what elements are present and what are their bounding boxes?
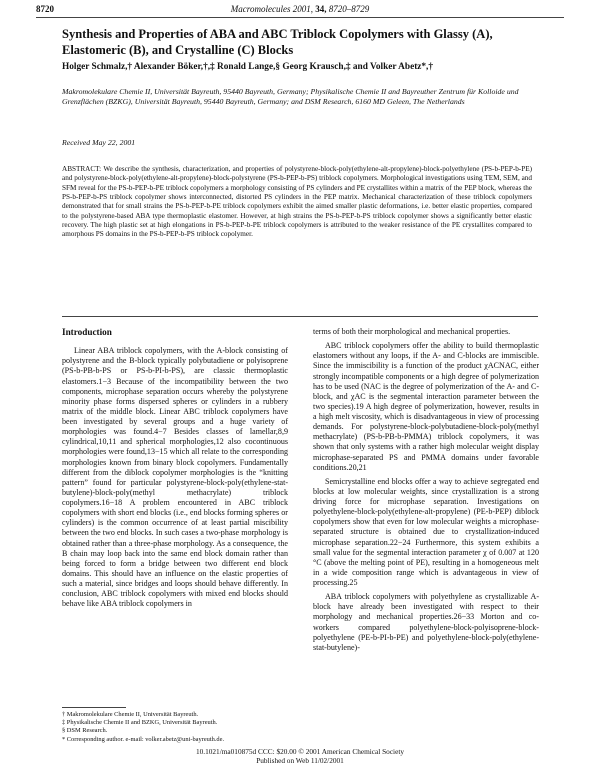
intro-paragraph-1: Linear ABA triblock copolymers, with the A-block consisting of polystyrene and the B-block typically polybutadiene or polyisoprene (PS-b-PB-b-PS or PS-b-PI-b-PS), are classic thermoplastic elastomers.1−3 Because of the incompatibility between the two components, microphase separation occurs whereby the polystyrene minority phase forms dispersed spheres or cylinders in a rubbery matrix of the middle block. Linear ABC triblock copolymers have been investigated by several groups and a huge variety of morphologies was found.4−7 Besides classes of lamellar,8,9 cylindrical,10,11 and spherical morphologies,12 also cocontinuous morphologies were found,13−15 which all relate to the corresponding morphologies known from binary block copolymers. Fundamentally different from the diblock copolymer morphologies is the “knitting pattern” found for particular polystyrene-block-poly(ethylene-stat-butylene)-block-poly(methyl methacrylate) triblock copolymers.16−18 A problem encountered in ABC triblock copolymers with short end blocks (i.e., end blocks forming spheres or cylinders) is the common occurrence of at least partial miscibility between the two end blocks. In such cases a two-phase morphology is obtained rather than a three-phase morphology. As a consequence, the B chain may loop back into the same end block domain rather than being forced to form a bridge between two different end block domains. This should have an influence on the elastic properties of such a material, since bridges and loops should behave differently. In conclusion, ABC triblock copolymers with mixed end blocks should behave like ABA triblock copolymers in	[62, 346, 288, 609]
header-rule	[36, 17, 564, 18]
intro-paragraph-2: ABC triblock copolymers offer the ability to build thermoplastic elastomers without any loops, if the A- and C-blocks are immiscible. Since the immiscibility is a function of the product χACNAC, either strongly incompatible components or a high degree of polymerization has to be used (NAC is the degree of polymerization of the A- and C-block, and χAC is the segmental interaction parameter between the two species).19 A high degree of polymerization, however, results in a high melt viscosity, which is disadvantageous in view of processing demands. For polystyrene-block-polybutadiene-block-poly(methyl methacrylate) (PS-b-PB-b-PMMA) triblock copolymers, it was shown that only systems with a rather high molecular weight display microphase-separated PS and PMMA domains under favorable conditions.20,21	[313, 341, 539, 472]
footnote-affiliation-3: § DSM Research.	[62, 727, 108, 735]
page-footer	[0, 747, 600, 765]
journal-citation	[36, 4, 564, 14]
page-number: 8720	[36, 4, 54, 14]
footnotes	[62, 711, 288, 744]
journal-volume: 34,	[315, 4, 327, 14]
right-column	[313, 327, 539, 653]
doi-line: 10.1021/ma010875d CCC: $20.00 © 2001 American Chemical Society	[195, 747, 404, 756]
intro-paragraph-4: ABA triblock copolymers with polyethylene as crystallizable A-block have already been investigated with respect to their morphology and mechanical properties.26−33 Morton and co-workers compared polyethylene-block-polyisoprene-block-polyethylene (PE-b-PI-b-PE) and polyethylene-block-poly(ethylene-stat-butylene)-	[313, 592, 539, 652]
left-column	[62, 327, 288, 609]
received-date: Received May 22, 2001	[62, 138, 136, 147]
footnote-rule	[62, 707, 126, 708]
article-title: Synthesis and Properties of ABA and ABC Triblock Copolymers with Glassy (A), Elastomeric (B), and Crystalline (C) Blocks	[62, 27, 493, 57]
journal-pages: 8720–8729	[328, 4, 370, 14]
affiliations: Makromolekulare Chemie II, Universität Bayreuth, 95440 Bayreuth, Germany; Physikalische Chemie II and Bayreuther Zentrum für Kolloide und Grenzflächen (BZKG), Universität Bayreuth, 95440 Bayreuth, Germany; and DSM Research, 6160 MD Geleen, The Netherlands	[62, 87, 519, 106]
footnote-affiliation-1: † Makromolekulare Chemie II, Universität Bayreuth.	[62, 711, 199, 718]
running-header	[36, 4, 564, 18]
journal-name: Macromolecules	[230, 4, 291, 14]
author-list: Holger Schmalz,† Alexander Böker,†,‡ Ronald Lange,§ Georg Krausch,‡ and Volker Abetz*,†	[62, 62, 434, 72]
journal-year: 2001,	[292, 4, 313, 14]
footnote-corresponding-author: * Corresponding author. e-mail: volker.abetz@uni-bayreuth.de.	[62, 735, 225, 743]
abstract: ABSTRACT: We describe the synthesis, characterization, and properties of polystyrene-block-poly(ethylene-alt-propylene)-block-polyethylene (PS-b-PEP-b-PE) and polystyrene-block-poly(ethylene-alt-propylene)-block-polystyrene (PS-b-PEP-b-PS) triblock copolymers. Morphological investigations using TEM, SEM, and SFM reveal for the PS-b-PEP-b-PE triblock copolymers a morphology consisting of PS cylinders and PE crystallites within a matrix of the PEP block, whereas the PS-b-PEP-b-PS triblock copolymer shows interconnected, distorted PS cylinders in the PEP matrix. Mechanical characterization of these triblock copolymers demonstrated that for small strains the PS-b-PEP-b-PE triblock copolymers exhibit the aimed smaller plastic deformations, i.e. better elastic properties, compared to the polystyrene-based ABA type thermoplastic elastomer. However, at high strains the PS-b-PEP-b-PS triblock copolymer shows a significantly better elastic recovery. The high plastic set at high elongations in PS-b-PEP-b-PE triblock copolymers is attributed to the weaker resistance of the PE crystallites compared to amorphous PS domains in the PS-b-PEP-b-PS triblock copolymer.	[62, 165, 532, 239]
published-line: Published on Web 11/02/2001	[256, 756, 344, 765]
intro-paragraph-3: Semicrystalline end blocks offer a way to achieve segregated end blocks at low molecular weights, since crystallization is a strong driving force for microphase separation. Investigations on polyethylene-block-poly(ethylene-alt-propylene) (PE-b-PEP) diblock copolymers show that even for low molecular weights a microphase-separated structure is obtained due to crystallization-induced microphase separation.22−24 Furthermore, this system exhibits a small value for the segmental interaction parameter χ of 0.007 at 120 °C (above the melting point of PE), resulting in a homogeneous melt in a wide composition range which is advantageous in view of processing.25	[313, 476, 539, 587]
intro-paragraph-1-continued: terms of both their morphological and mechanical properties.	[313, 327, 511, 336]
footnote-affiliation-2: ‡ Physikalische Chemie II and BZKG, Universität Bayreuth.	[62, 719, 218, 727]
abstract-rule	[62, 316, 538, 317]
section-heading-introduction: Introduction	[62, 327, 112, 337]
